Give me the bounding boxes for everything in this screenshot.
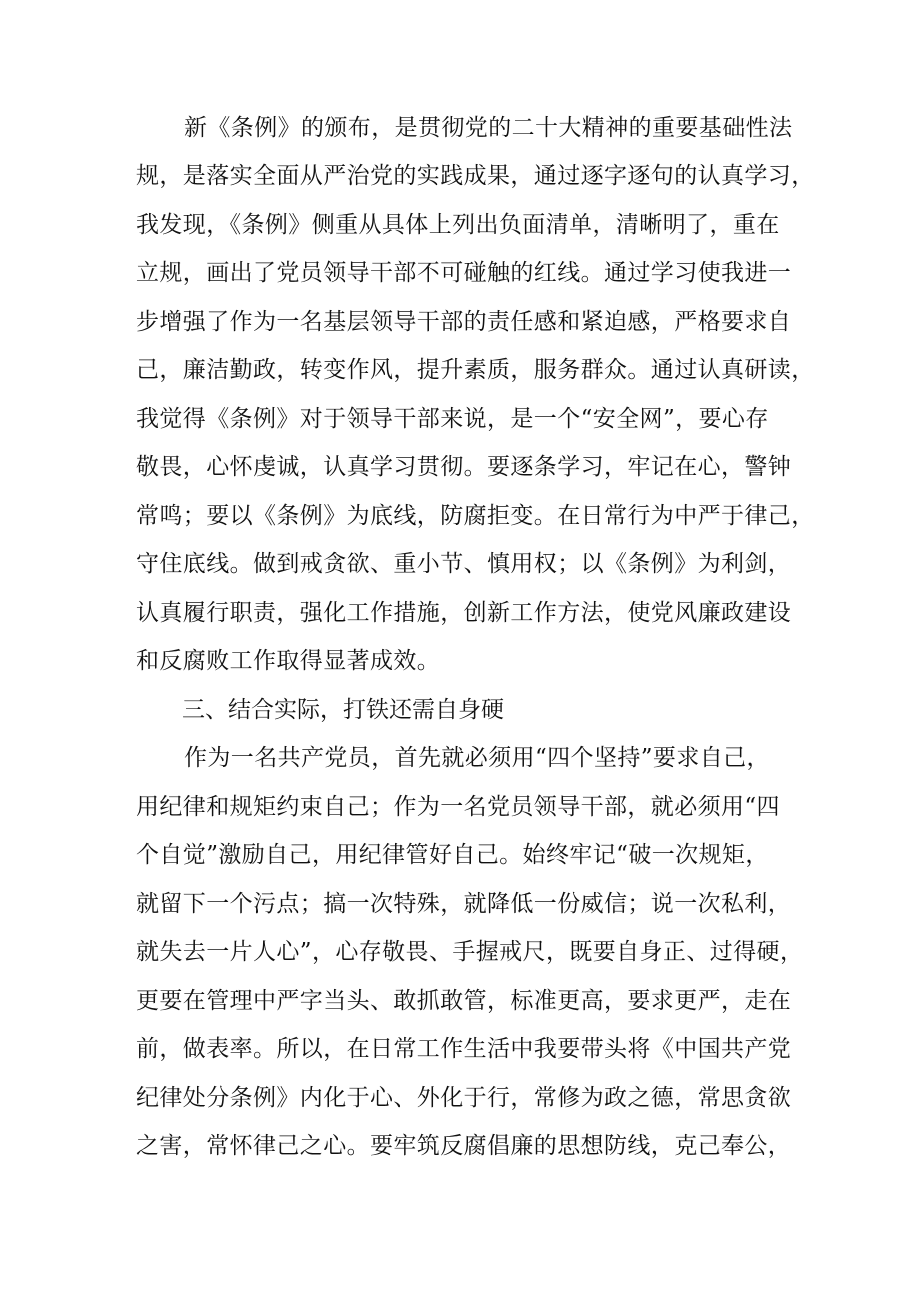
text-line: 就失去一片人心”，心存敬畏、手握戒尺，既要自身正、过得硬， [136,939,804,965]
text-line: 更要在管理中严字当头、敢抓敢管，标准更高，要求更严，走在 [136,988,792,1014]
text-line: 个自觉”激励自己，用纪律管好自己。始终牢记“破一次规矩， [136,842,769,868]
text-line: 常鸣；要以《条例》为底线，防腐拒变。在日常行为中严于律己， [136,503,815,529]
text-line: 认真履行职责，强化工作措施，创新工作方法，使党风廉政建设 [136,600,792,626]
text-line: 敬畏，心怀虔诚，认真学习贯彻。要逐条学习，牢记在心，警钟 [136,454,792,480]
text-line: 我发现，《条例》侧重从具体上列出负面清单，清晰明了，重在 [136,212,780,238]
text-line: 我觉得《条例》对于领导干部来说，是一个“安全网”，要心存 [136,406,769,432]
text-line: 己，廉洁勤政，转变作风，提升素质，服务群众。通过认真研读， [136,357,815,383]
section-heading: 三、结合实际，打铁还需自身硬 [182,697,504,723]
text-line: 守住底线。做到戒贪欲、重小节、慎用权；以《条例》为利剑， [136,551,792,577]
text-line: 和反腐败工作取得显著成效。 [136,648,441,674]
text-line: 就留下一个污点；搞一次特殊，就降低一份威信；说一次私利， [136,891,792,917]
text-line: 之害，常怀律己之心。要牢筑反腐倡廉的思想防线，克己奉公， [136,1133,792,1159]
text-line: 立规，画出了党员领导干部不可碰触的红线。通过学习使我进一 [136,260,792,286]
text-line: 规，是落实全面从严治党的实践成果，通过逐字逐句的认真学习， [136,163,815,189]
text-line: 新《条例》的颁布，是贯彻党的二十大精神的重要基础性法 [184,115,793,141]
text-line: 纪律处分条例》内化于心、外化于行，常修为政之德，常思贪欲 [136,1085,792,1111]
text-line: 步增强了作为一名基层领导干部的责任感和紧迫感，严格要求自 [136,309,792,335]
text-line: 作为一名共产党员，首先就必须用“四个坚持”要求自己， [184,745,770,771]
text-line: 用纪律和规矩约束自己；作为一名党员领导干部，就必须用“四 [136,794,780,820]
text-line: 前，做表率。所以，在日常工作生活中我要带头将《中国共产党 [136,1036,792,1062]
